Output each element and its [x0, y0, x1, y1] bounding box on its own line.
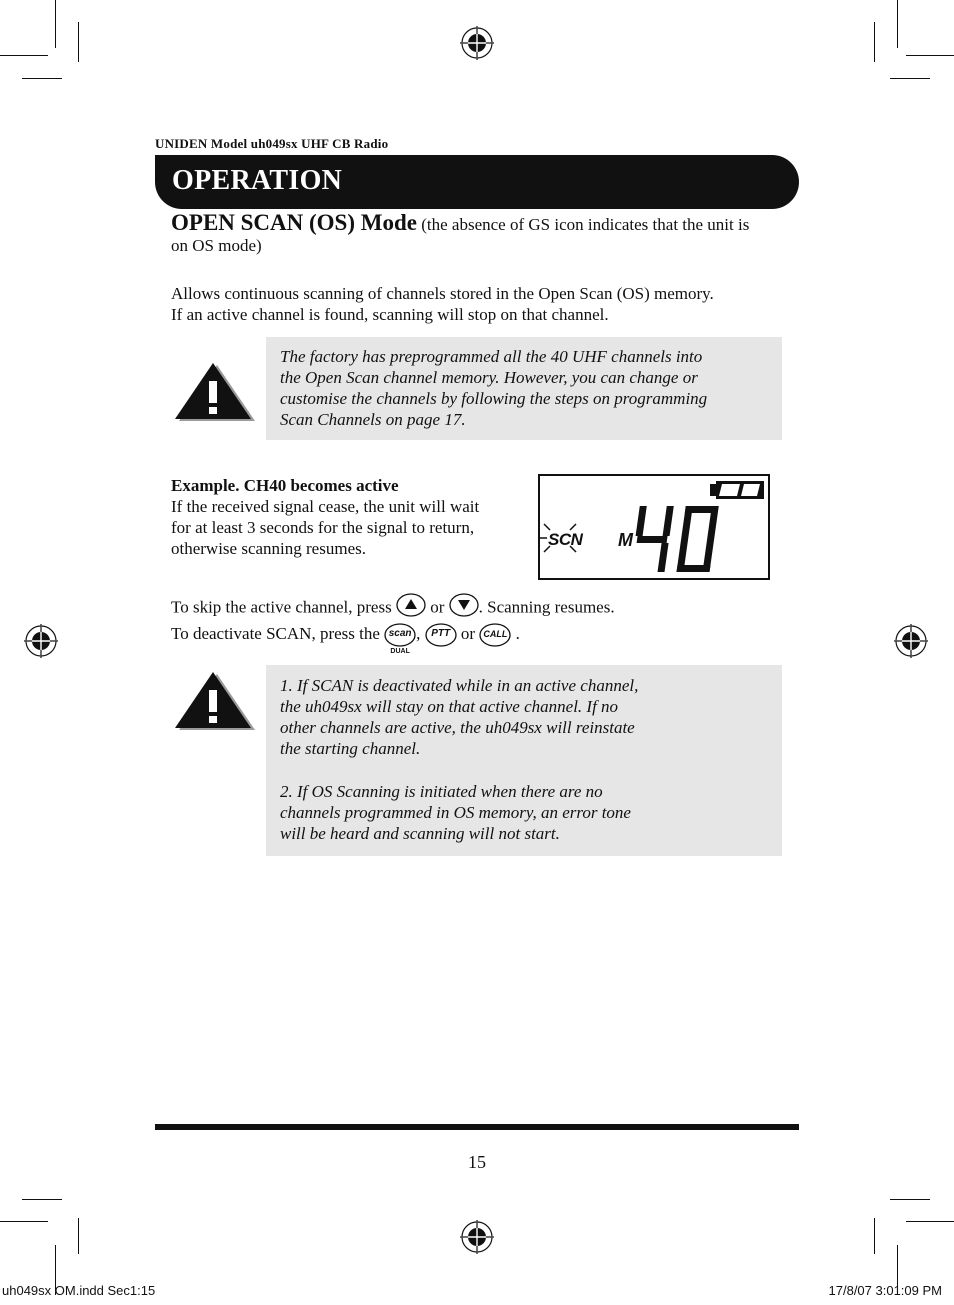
example-line: If the received signal cease, the unit will wait [171, 497, 480, 516]
section-subtitle-2: on OS mode) [171, 236, 262, 255]
arrow-down-icon [449, 593, 479, 617]
arrow-up-icon [396, 593, 426, 617]
intro-line-2: If an active channel is found, scanning will stop on that channel. [171, 305, 609, 324]
page-number: 15 [468, 1152, 486, 1172]
digit-4-segments [631, 506, 674, 572]
deactivate-instruction [171, 622, 791, 656]
down-button[interactable] [449, 593, 479, 624]
deactivate-sep: , [416, 624, 425, 643]
registration-mark-icon [894, 624, 928, 658]
skip-instruction [171, 593, 791, 624]
ptt-button[interactable] [425, 623, 457, 647]
note-box-scan-info [266, 665, 782, 856]
example-title: Example. CH40 becomes active [171, 476, 399, 495]
intro-line-1: Allows continuous scanning of channels stored in the Open Scan (OS) memory. [171, 284, 714, 303]
note2-line: the uh049sx will stay on that active channel. If no [280, 697, 619, 716]
registration-mark-icon [460, 1220, 494, 1254]
scan-button-label: scan [388, 628, 412, 640]
footer-rule [155, 1124, 799, 1130]
running-header: UNIDEN Model uh049sx UHF CB Radio [155, 136, 389, 151]
note2-line: other channels are active, the uh049sx will reinstate [280, 718, 635, 737]
warning-triangle-icon [173, 363, 257, 423]
lcd-memory-label: M [618, 530, 633, 550]
call-button-label: CALL [483, 629, 508, 640]
deactivate-or: or [456, 624, 480, 643]
note-box-factory [266, 337, 782, 440]
note1-line: The factory has preprogrammed all the 40 UHF channels into [280, 347, 703, 366]
warning-triangle-icon [173, 672, 257, 732]
lcd-scan-label: SCN [548, 530, 583, 549]
note2-line: the starting channel. [280, 739, 421, 758]
banner-title: OPERATION [172, 165, 343, 196]
ptt-button-label: PTT [431, 628, 451, 640]
call-button[interactable] [479, 623, 511, 647]
intro-paragraph [171, 283, 781, 325]
note2-line: will be heard and scanning will not start. [280, 824, 560, 843]
example-line: otherwise scanning resumes. [171, 539, 366, 558]
lcd-display [538, 474, 770, 580]
note1-line: Scan Channels on page 17. [280, 410, 466, 429]
section-heading [171, 212, 771, 256]
note2-line: 1. If SCAN is deactivated while in an active channel, [280, 676, 639, 695]
section-banner [155, 155, 799, 209]
note1-line: customise the channels by following the steps on programming [280, 389, 708, 408]
battery-icon [710, 481, 764, 499]
up-button[interactable] [396, 593, 426, 624]
skip-or: or [425, 597, 449, 617]
note2-line: channels programmed in OS memory, an error tone [280, 803, 631, 822]
note2-line: 2. If OS Scanning is initiated when there are no [280, 782, 603, 801]
digit-0-segments [677, 506, 719, 572]
skip-suffix: . Scanning resumes. [478, 597, 615, 617]
registration-mark-icon [460, 26, 494, 60]
registration-mark-icon [24, 624, 58, 658]
section-title: OPEN SCAN (OS) Mode [171, 210, 417, 235]
scan-button[interactable] [384, 623, 416, 656]
example-line: for at least 3 seconds for the signal to return, [171, 518, 475, 537]
note1-line: the Open Scan channel memory. However, you can change or [280, 368, 698, 387]
section-subtitle-1: (the absence of GS icon indicates that the unit is [416, 215, 750, 234]
example-paragraph [171, 475, 511, 559]
scan-button-sublabel: DUAL [390, 648, 410, 656]
slug-file-info: uh049sx OM.indd Sec1:15 [2, 1283, 156, 1298]
skip-prefix: To skip the active channel, press [171, 597, 396, 617]
deactivate-suffix: . [511, 624, 520, 643]
deactivate-prefix: To deactivate SCAN, press the [171, 624, 385, 643]
slug-timestamp: 17/8/07 3:01:09 PM [828, 1283, 942, 1298]
